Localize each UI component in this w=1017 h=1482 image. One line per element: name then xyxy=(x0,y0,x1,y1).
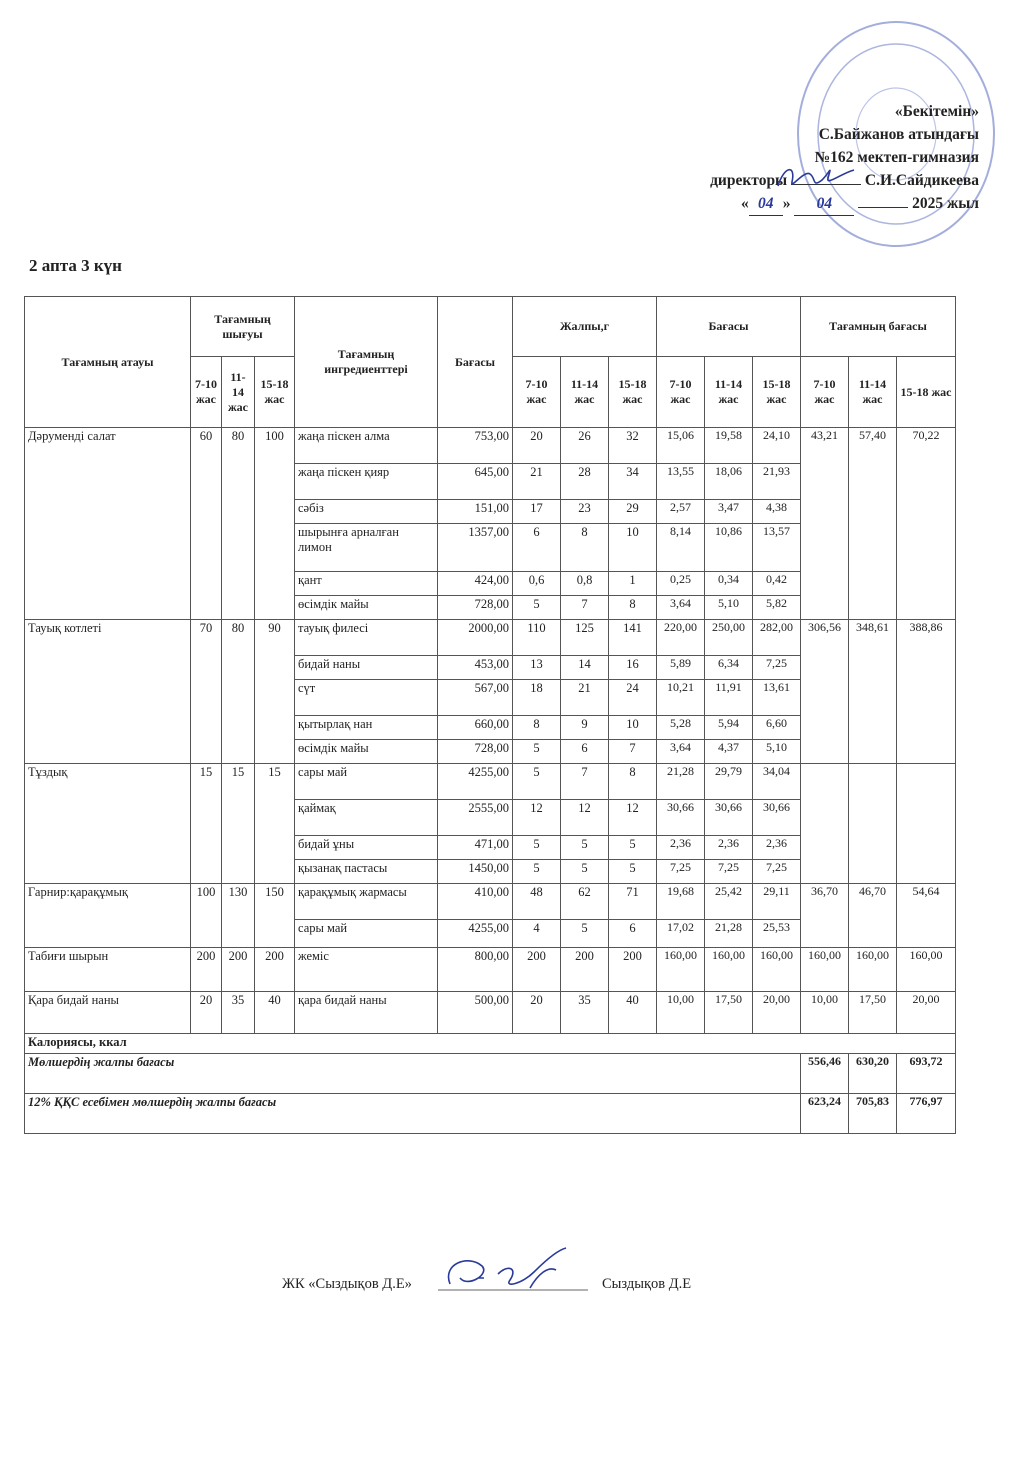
ingredient-cost: 2,36 xyxy=(657,836,705,860)
ingredient-name: сәбіз xyxy=(295,500,438,524)
ingredient-grams: 20 xyxy=(513,992,561,1034)
ingredient-cost: 5,10 xyxy=(753,740,801,764)
table-row xyxy=(25,428,956,464)
ingredient-cost: 13,61 xyxy=(753,680,801,716)
ingredient-price: 728,00 xyxy=(438,596,513,620)
ingredient-cost: 4,38 xyxy=(753,500,801,524)
dish-name: Дәруменді салат xyxy=(25,428,191,620)
ingredient-cost: 20,00 xyxy=(753,992,801,1034)
ingredient-grams: 200 xyxy=(609,948,657,992)
ingredient-name: қытырлақ нан xyxy=(295,716,438,740)
ingredient-cost: 4,37 xyxy=(705,740,753,764)
ingredient-grams: 5 xyxy=(513,740,561,764)
ingredient-grams: 16 xyxy=(609,656,657,680)
ingredient-price: 1450,00 xyxy=(438,860,513,884)
ingredient-grams: 20 xyxy=(513,428,561,464)
ingredient-cost: 24,10 xyxy=(753,428,801,464)
ingredient-cost: 5,94 xyxy=(705,716,753,740)
ingredient-grams: 28 xyxy=(561,464,609,500)
ingredient-grams: 8 xyxy=(513,716,561,740)
ingredient-name: шырынға арналған лимон xyxy=(295,524,438,572)
ingredient-grams: 71 xyxy=(609,884,657,920)
ingredient-cost: 2,57 xyxy=(657,500,705,524)
ingredient-price: 4255,00 xyxy=(438,764,513,800)
vat-total-value: 705,83 xyxy=(849,1094,897,1134)
dish-cost: 388,86 xyxy=(897,620,956,764)
ingredient-name: сары май xyxy=(295,764,438,800)
ingredient-price: 2555,00 xyxy=(438,800,513,836)
ingredient-cost: 19,68 xyxy=(657,884,705,920)
ingredient-name: қара бидай наны xyxy=(295,992,438,1034)
ingredient-grams: 1 xyxy=(609,572,657,596)
header-price: Бағасы xyxy=(438,297,513,428)
ingredient-grams: 13 xyxy=(513,656,561,680)
ingredient-cost: 29,79 xyxy=(705,764,753,800)
ingredient-grams: 0,6 xyxy=(513,572,561,596)
menu-table xyxy=(24,296,956,1134)
ingredient-cost: 5,28 xyxy=(657,716,705,740)
director-signature xyxy=(770,160,860,194)
dish-cost: 70,22 xyxy=(897,428,956,620)
ingredient-grams: 8 xyxy=(609,596,657,620)
header-age: 7-10 жас xyxy=(513,357,561,428)
table-row xyxy=(25,884,956,920)
approval-director: директоры С.И.Сайдикеева xyxy=(710,172,979,189)
dish-name: Табиғи шырын xyxy=(25,948,191,992)
dish-cost: 348,61 xyxy=(849,620,897,764)
ingredient-name: сары май xyxy=(295,920,438,948)
dish-cost: 20,00 xyxy=(897,992,956,1034)
supplier-signature xyxy=(438,1244,588,1304)
ingredient-cost: 250,00 xyxy=(705,620,753,656)
vat-total-value: 776,97 xyxy=(897,1094,956,1134)
header-gross: Жалпы,г xyxy=(513,297,657,357)
total-value: 556,46 xyxy=(801,1054,849,1094)
header-age: 15-18 жас xyxy=(753,357,801,428)
ingredient-cost: 30,66 xyxy=(657,800,705,836)
dish-name: Тауық котлеті xyxy=(25,620,191,764)
header-age: 11-14 жас xyxy=(705,357,753,428)
ingredient-grams: 5 xyxy=(609,836,657,860)
approval-block xyxy=(710,100,979,216)
ingredient-cost: 3,64 xyxy=(657,596,705,620)
ingredient-cost: 17,02 xyxy=(657,920,705,948)
ingredient-cost: 13,55 xyxy=(657,464,705,500)
header-age: 11-14 жас xyxy=(561,357,609,428)
ingredient-cost: 220,00 xyxy=(657,620,705,656)
ingredient-grams: 8 xyxy=(561,524,609,572)
ingredient-price: 728,00 xyxy=(438,740,513,764)
total-value: 630,20 xyxy=(849,1054,897,1094)
ingredient-name: өсімдік майы xyxy=(295,740,438,764)
ingredient-grams: 7 xyxy=(609,740,657,764)
dish-cost: 306,56 xyxy=(801,620,849,764)
ingredient-cost: 2,36 xyxy=(705,836,753,860)
header-age: 7-10 жас xyxy=(801,357,849,428)
dish-cost: 43,21 xyxy=(801,428,849,620)
ingredient-grams: 9 xyxy=(561,716,609,740)
ingredient-grams: 23 xyxy=(561,500,609,524)
ingredient-grams: 110 xyxy=(513,620,561,656)
ingredient-grams: 125 xyxy=(561,620,609,656)
dish-cost: 57,40 xyxy=(849,428,897,620)
ingredient-grams: 14 xyxy=(561,656,609,680)
approval-school-number: №162 мектеп-гимназия xyxy=(814,149,979,166)
dish-cost xyxy=(849,764,897,884)
ingredient-grams: 7 xyxy=(561,596,609,620)
header-cost: Бағасы xyxy=(657,297,801,357)
ingredient-cost: 21,28 xyxy=(657,764,705,800)
ingredient-name: жаңа піскен алма xyxy=(295,428,438,464)
dish-output: 150 xyxy=(255,884,295,948)
ingredient-cost: 6,34 xyxy=(705,656,753,680)
ingredient-price: 660,00 xyxy=(438,716,513,740)
ingredient-cost: 7,25 xyxy=(753,860,801,884)
dish-output: 80 xyxy=(222,428,255,620)
ingredient-grams: 5 xyxy=(561,836,609,860)
dish-output: 100 xyxy=(191,884,222,948)
dish-cost: 10,00 xyxy=(801,992,849,1034)
header-age: 15-18 жас xyxy=(255,357,295,428)
ingredient-cost: 7,25 xyxy=(753,656,801,680)
ingredient-name: бидай ұны xyxy=(295,836,438,860)
dish-cost: 17,50 xyxy=(849,992,897,1034)
ingredient-price: 1357,00 xyxy=(438,524,513,572)
ingredient-cost: 15,06 xyxy=(657,428,705,464)
dish-name: Қара бидай наны xyxy=(25,992,191,1034)
header-name: Тағамның атауы xyxy=(25,297,191,428)
table-row xyxy=(25,948,956,992)
ingredient-grams: 21 xyxy=(561,680,609,716)
ingredient-cost: 18,06 xyxy=(705,464,753,500)
ingredient-grams: 5 xyxy=(513,836,561,860)
dish-output: 15 xyxy=(191,764,222,884)
ingredient-name: қаймақ xyxy=(295,800,438,836)
ingredient-grams: 5 xyxy=(561,860,609,884)
header-output: Тағамның шығуы xyxy=(191,297,295,357)
total-value: 693,72 xyxy=(897,1054,956,1094)
ingredient-cost: 5,89 xyxy=(657,656,705,680)
approval-title: «Бекітемін» xyxy=(894,103,979,120)
ingredient-name: жаңа піскен қияр xyxy=(295,464,438,500)
ingredient-cost: 10,86 xyxy=(705,524,753,572)
vat-label: 12% ҚҚС есебімен мөлшердің жалпы бағасы xyxy=(25,1094,801,1134)
vat-total-value: 623,24 xyxy=(801,1094,849,1134)
ingredient-price: 151,00 xyxy=(438,500,513,524)
dish-cost: 160,00 xyxy=(849,948,897,992)
ingredient-grams: 200 xyxy=(513,948,561,992)
dish-output: 20 xyxy=(191,992,222,1034)
ingredient-cost: 6,60 xyxy=(753,716,801,740)
ingredient-name: қант xyxy=(295,572,438,596)
dish-output: 15 xyxy=(255,764,295,884)
ingredient-grams: 48 xyxy=(513,884,561,920)
approval-school: С.Байжанов атындағы xyxy=(818,126,979,143)
dish-cost: 160,00 xyxy=(897,948,956,992)
ingredient-cost: 7,25 xyxy=(657,860,705,884)
ingredient-cost: 13,57 xyxy=(753,524,801,572)
ingredient-grams: 10 xyxy=(609,524,657,572)
ingredient-price: 800,00 xyxy=(438,948,513,992)
ingredient-grams: 12 xyxy=(561,800,609,836)
header-age: 7-10 жас xyxy=(191,357,222,428)
ingredient-grams: 12 xyxy=(609,800,657,836)
ingredient-name: бидай наны xyxy=(295,656,438,680)
ingredient-grams: 7 xyxy=(561,764,609,800)
ingredient-cost: 0,42 xyxy=(753,572,801,596)
dish-cost: 160,00 xyxy=(801,948,849,992)
dish-output: 200 xyxy=(222,948,255,992)
ingredient-price: 410,00 xyxy=(438,884,513,920)
ingredient-price: 471,00 xyxy=(438,836,513,860)
ingredient-name: тауық филесі xyxy=(295,620,438,656)
ingredient-grams: 40 xyxy=(609,992,657,1034)
ingredient-cost: 17,50 xyxy=(705,992,753,1034)
ingredient-cost: 34,04 xyxy=(753,764,801,800)
ingredient-grams: 8 xyxy=(609,764,657,800)
ingredient-cost: 8,14 xyxy=(657,524,705,572)
ingredient-cost: 10,00 xyxy=(657,992,705,1034)
table-row xyxy=(25,992,956,1034)
ingredient-grams: 29 xyxy=(609,500,657,524)
header-age: 7-10 жас xyxy=(657,357,705,428)
ingredient-grams: 5 xyxy=(609,860,657,884)
table-row xyxy=(25,620,956,656)
page-title: 2 апта 3 күн xyxy=(29,256,122,275)
dish-name: Гарнир:қарақұмық xyxy=(25,884,191,948)
dish-output: 200 xyxy=(255,948,295,992)
ingredient-cost: 25,53 xyxy=(753,920,801,948)
dish-output: 40 xyxy=(255,992,295,1034)
ingredient-cost: 3,47 xyxy=(705,500,753,524)
ingredient-cost: 7,25 xyxy=(705,860,753,884)
ingredient-grams: 18 xyxy=(513,680,561,716)
ingredient-cost: 30,66 xyxy=(705,800,753,836)
ingredient-grams: 5 xyxy=(513,860,561,884)
ingredient-cost: 282,00 xyxy=(753,620,801,656)
dish-name: Тұздық xyxy=(25,764,191,884)
total-label: Мөлшердің жалпы бағасы xyxy=(25,1054,801,1094)
dish-output: 200 xyxy=(191,948,222,992)
dish-cost xyxy=(897,764,956,884)
ingredient-cost: 29,11 xyxy=(753,884,801,920)
header-ingredients: Тағамның ингредиенттері xyxy=(295,297,438,428)
ingredient-grams: 5 xyxy=(513,596,561,620)
dish-output: 35 xyxy=(222,992,255,1034)
ingredient-cost: 10,21 xyxy=(657,680,705,716)
ingredient-grams: 12 xyxy=(513,800,561,836)
ingredient-grams: 6 xyxy=(609,920,657,948)
ingredient-grams: 5 xyxy=(513,764,561,800)
approval-date: « 04 » 04 2025 жыл xyxy=(710,192,979,216)
ingredient-grams: 6 xyxy=(513,524,561,572)
ingredient-grams: 6 xyxy=(561,740,609,764)
ingredient-name: қызанақ пастасы xyxy=(295,860,438,884)
ingredient-grams: 141 xyxy=(609,620,657,656)
ingredient-cost: 0,34 xyxy=(705,572,753,596)
ingredient-cost: 11,91 xyxy=(705,680,753,716)
ingredient-grams: 17 xyxy=(513,500,561,524)
ingredient-cost: 25,42 xyxy=(705,884,753,920)
header-dish-cost: Тағамның бағасы xyxy=(801,297,956,357)
ingredient-price: 567,00 xyxy=(438,680,513,716)
ingredient-price: 2000,00 xyxy=(438,620,513,656)
ingredient-cost: 3,64 xyxy=(657,740,705,764)
footer-company: ЖК «Сыздықов Д.Е» xyxy=(282,1276,412,1292)
ingredient-cost: 5,10 xyxy=(705,596,753,620)
ingredient-grams: 21 xyxy=(513,464,561,500)
header-age: 15-18 жас xyxy=(609,357,657,428)
menu-body xyxy=(25,428,956,1034)
header-age: 11-14 жас xyxy=(222,357,255,428)
table-row xyxy=(25,764,956,800)
ingredient-grams: 35 xyxy=(561,992,609,1034)
ingredient-grams: 4 xyxy=(513,920,561,948)
ingredient-cost: 21,28 xyxy=(705,920,753,948)
ingredient-name: сүт xyxy=(295,680,438,716)
ingredient-cost: 2,36 xyxy=(753,836,801,860)
dish-output: 100 xyxy=(255,428,295,620)
ingredient-price: 645,00 xyxy=(438,464,513,500)
ingredient-cost: 30,66 xyxy=(753,800,801,836)
ingredient-cost: 0,25 xyxy=(657,572,705,596)
ingredient-grams: 0,8 xyxy=(561,572,609,596)
ingredient-cost: 5,82 xyxy=(753,596,801,620)
ingredient-name: қарақұмық жармасы xyxy=(295,884,438,920)
ingredient-cost: 19,58 xyxy=(705,428,753,464)
dish-output: 130 xyxy=(222,884,255,948)
ingredient-grams: 26 xyxy=(561,428,609,464)
dish-output: 80 xyxy=(222,620,255,764)
calories-row: Калориясы, ккал xyxy=(25,1034,956,1054)
ingredient-name: жеміс xyxy=(295,948,438,992)
dish-output: 90 xyxy=(255,620,295,764)
ingredient-grams: 24 xyxy=(609,680,657,716)
dish-cost: 46,70 xyxy=(849,884,897,948)
ingredient-price: 500,00 xyxy=(438,992,513,1034)
ingredient-grams: 5 xyxy=(561,920,609,948)
dish-output: 60 xyxy=(191,428,222,620)
ingredient-grams: 32 xyxy=(609,428,657,464)
dish-output: 70 xyxy=(191,620,222,764)
ingredient-price: 424,00 xyxy=(438,572,513,596)
ingredient-cost: 160,00 xyxy=(705,948,753,992)
header-age: 11-14 жас xyxy=(849,357,897,428)
footer-signer: Сыздықов Д.Е xyxy=(602,1276,692,1292)
dish-cost: 54,64 xyxy=(897,884,956,948)
ingredient-price: 453,00 xyxy=(438,656,513,680)
dish-cost xyxy=(801,764,849,884)
dish-cost: 36,70 xyxy=(801,884,849,948)
header-age: 15-18 жас xyxy=(897,357,956,428)
ingredient-cost: 21,93 xyxy=(753,464,801,500)
ingredient-name: өсімдік майы xyxy=(295,596,438,620)
footer xyxy=(282,1276,692,1293)
ingredient-cost: 160,00 xyxy=(657,948,705,992)
ingredient-grams: 200 xyxy=(561,948,609,992)
ingredient-price: 4255,00 xyxy=(438,920,513,948)
ingredient-price: 753,00 xyxy=(438,428,513,464)
ingredient-grams: 34 xyxy=(609,464,657,500)
ingredient-cost: 160,00 xyxy=(753,948,801,992)
ingredient-grams: 10 xyxy=(609,716,657,740)
dish-output: 15 xyxy=(222,764,255,884)
ingredient-grams: 62 xyxy=(561,884,609,920)
